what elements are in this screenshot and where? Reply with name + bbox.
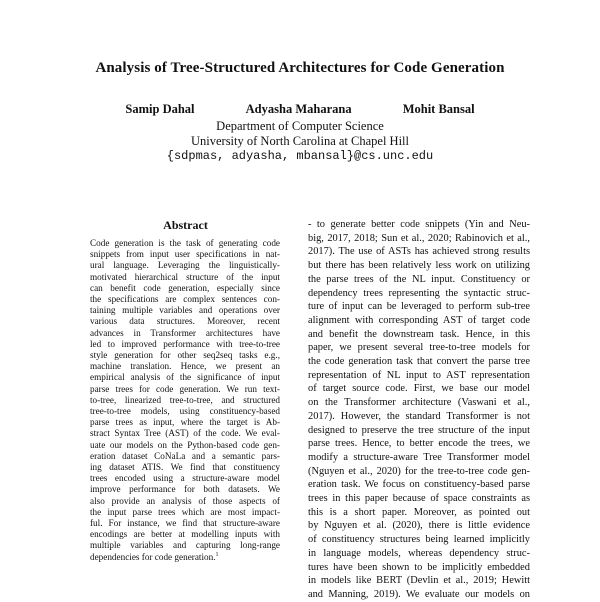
intro-text-column (308, 218, 530, 602)
text-line: - to generate better code snippets (Yin and Neu- (308, 219, 530, 230)
text-line: empirical analysis of the significance of input (90, 372, 280, 383)
text-line: led to improved performance with tree-to-tree (90, 338, 280, 349)
text-line: (Nguyen et al., 2020) for the tree-to-tree code gen- (308, 465, 530, 477)
text-line: 2017). The use of ASTs has achieved strong results (308, 246, 530, 258)
text-line: ing dataset ATIS. We find that constituency (90, 462, 280, 473)
text-line: encodings are better at modelling inputs with (90, 529, 280, 540)
text-line: to-tree, linearized tree-to-tree, and structured (90, 394, 280, 405)
text-line: alignment with corresponding AST of target code (308, 314, 530, 326)
text-line: style generation for other seq2seq tasks e.g., (90, 350, 280, 361)
text-line: but there has been relatively less work on utilizing (308, 260, 530, 272)
text-line: and Manning, 2019). We evaluate our models on (308, 588, 530, 600)
text-line: various data structures. Moreover, recent (90, 316, 280, 327)
author-list (0, 102, 600, 117)
text-line: parse trees. Hence, to better encode the trees, we (308, 438, 530, 450)
text-line: trees in this paper because of space constraints as (308, 493, 530, 505)
text-line: by Nguyen et al. (2020), there is little evidence (308, 520, 530, 532)
text-line-content: dependencies for code generation. (90, 551, 216, 562)
text-line: improve performance for both datasets. We (90, 484, 280, 495)
author-name: Samip Dahal (125, 102, 195, 116)
affiliation-university: University of North Carolina at Chapel Hill (190, 134, 409, 148)
text-line: multiple variables and capturing long-range (90, 540, 280, 551)
text-line: ful. For instance, we find that structure-aware (90, 518, 280, 529)
text-line: parse trees as input, where the target is Ab- (90, 417, 280, 428)
author-name: Adyasha Maharana (245, 102, 352, 116)
text-line: big, 2017, 2018; Sun et al., 2020; Rabinovich et al., (308, 232, 530, 244)
text-line: ural language. Leveraging the linguistically- (90, 260, 280, 271)
text-line: the parse trees of the NL input. Constituency or (308, 273, 530, 285)
text-line: in models like BERT (Devlin et al., 2019; Hewitt (308, 575, 530, 587)
text-line: modify a structure-aware Tree Transformer model (308, 451, 530, 463)
text-line: this is a short paper. Moreover, as pointed out (308, 506, 530, 518)
text-line: on the Transformer architecture (Vaswani et al., (308, 397, 530, 409)
text-line: representation of NL input to AST representation (308, 369, 530, 381)
text-line: trees encoded using a structure-aware model (90, 473, 280, 484)
text-line: eration dataset CoNaLa and a semantic pars- (90, 450, 280, 461)
text-line: parse trees for code generation. We run text- (90, 383, 280, 394)
text-line: the input parse trees which are most impact- (90, 506, 280, 517)
text-line: the specifications are complex sentences con- (90, 294, 280, 305)
author-name: Mohit Bansal (402, 102, 475, 116)
text-line: snippets from input user specifications in nat- (90, 249, 280, 260)
text-line: also provide an analysis of those aspects of (90, 495, 280, 506)
text-line: advances in Transformer architectures have (90, 327, 280, 338)
text-line: the code generation task that convert the parse tree (308, 356, 530, 368)
text-line: designed to preserve the tree structure of the input (308, 424, 530, 436)
text-line: Code generation is the task of generating code (90, 238, 280, 248)
text-line: eration task. We focus on constituency-based parse (308, 479, 530, 491)
text-line: tree-to-tree models, using constituency-based (90, 406, 280, 417)
text-line: ture of input can be leveraged to perform sub-tree (308, 301, 530, 313)
text-line: dependency trees representing the syntactic struc- (308, 287, 530, 299)
abstract-heading: Abstract (163, 218, 208, 232)
text-line: uate our models on the Python-based code gen- (90, 439, 280, 450)
text-line: tures have been shown to be implicitly embedded (308, 561, 530, 573)
text-line: of constituency structures being learned implicitly (308, 534, 530, 546)
text-line: machine translation. Hence, we present an (90, 361, 280, 372)
abstract-text (90, 238, 280, 563)
paper-title: Analysis of Tree-Structured Architectures for Code Generation (95, 60, 505, 76)
text-line: taining multiple variables and operations over (90, 305, 280, 316)
text-line: 2017). However, the standard Transformer is not (308, 410, 530, 422)
text-line: can benefit code generation, especially since (90, 282, 280, 293)
author-emails: {sdpmas, adyasha, mbansal}@cs.unc.edu (166, 149, 434, 163)
text-line: and benefit the downstream task. Hence, in this (308, 328, 530, 340)
footnote-marker: 1 (215, 551, 219, 558)
affiliation-department: Department of Computer Science (216, 119, 384, 133)
text-line: in language models, whereas dependency struc- (308, 547, 530, 559)
text-line: motivated hierarchical structure of the input (90, 271, 280, 282)
text-line: stract Syntax Tree (AST) of the code. We eval- (90, 428, 280, 439)
text-line: of target source code. First, we base our model (308, 383, 530, 395)
text-line (90, 552, 280, 563)
text-line: paper, we present several tree-to-tree models for (308, 342, 530, 354)
